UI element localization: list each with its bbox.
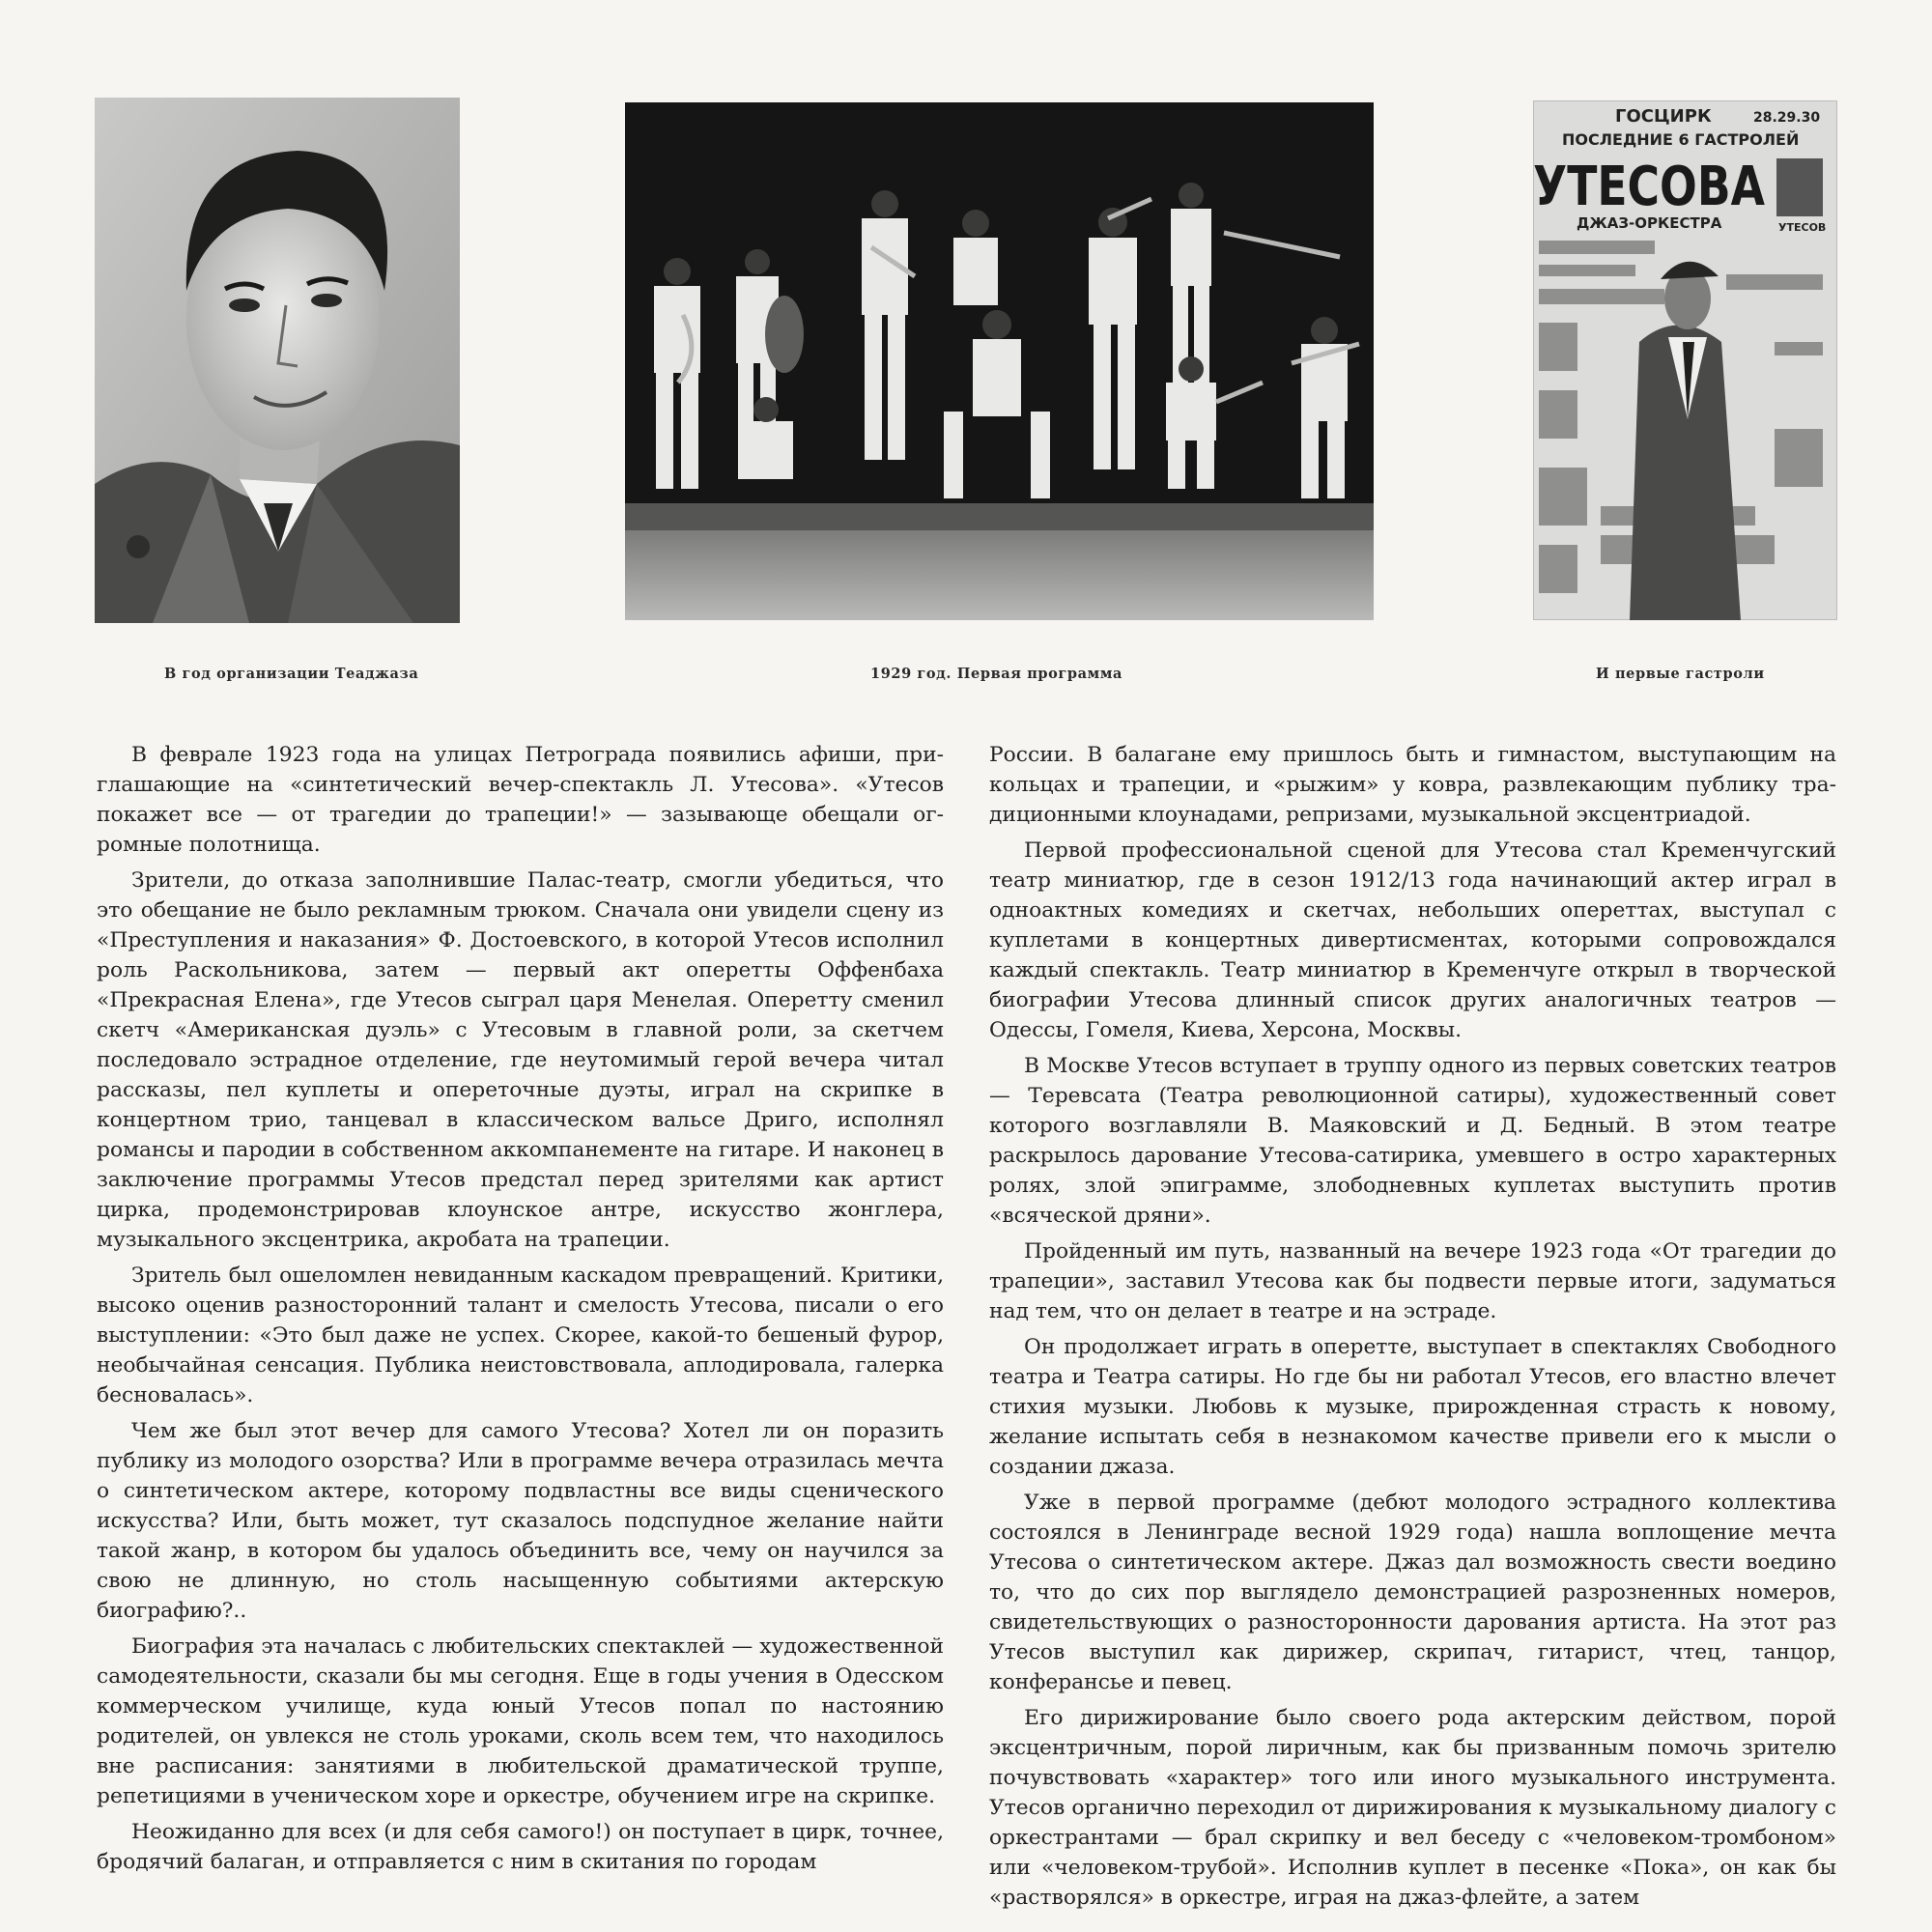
paragraph: Первой профессиональной сценой для Утесова стал Кременчугский театр миниатюр, где в сезон 1912/13 года начинающий актер играл в одноактных комедиях и скетчах, небольших опереттах, выступал с куплетами в концертных дивертисментах, которыми сопровождался каждый спектакль. Театр миниатюр в Кременчуге открыл в творческой биографии Утесова длинный список других аналогичных театров — Одессы, Гомеля, Киева, Херсона, Москвы.	[989, 838, 1836, 1042]
paragraph-continuation: России. В балагане ему пришлось быть и гимнастом, выступающим на кольцах и трапеции, и «рыжим» у ковра, развлекающим публику традиционными клоунадами, репризами, музыкальной эксцентриадой.	[989, 743, 1836, 827]
paragraph: Зрители, до отказа заполнившие Палас-театр, смогли убедиться, что это обещание не было рекламным трюком. Сначала они увидели сцену из «Преступления и наказания» Ф. Достоевского, в которой Утесов исполнил роль Раскольникова, затем — первый акт оперетты Оффенбаха «Прекрасная Елена», где Утесов сыграл царя Менелая. Оперетту сменил скетч «Американская дуэль» с Утесовым в главной роли, за скетчем последовало эстрадное отделение, где неутомимый герой вечера читал рассказы, пел куплеты и опереточные дуэты, играл на скрипке в концертном трио, танцевал в классическом вальсе Дриго, исполнял романсы и пародии в собственном аккомпанементе на гитаре. И наконец в заключение программы Утесов предстал перед зрителями как артист цирка, продемонстрировав клоунское антре, искусство жонглера, музыкального эксцентрика, акробата на трапеции.	[97, 868, 944, 1252]
paragraph: Неожиданно для всех (и для себя самого!) он поступает в цирк, точнее, бродячий балаган, и отправляется с ним в скитания по городам	[97, 1820, 944, 1874]
band-photo	[625, 102, 1374, 620]
paragraph: Пройденный им путь, названный на вечере 1923 года «От трагедии до трапеции», заставил Утесова как бы подвести первые итоги, задуматься над тем, что он делает в театре и на эстраде.	[989, 1239, 1836, 1323]
article-right-column	[989, 740, 1836, 1918]
band-illustration	[625, 102, 1374, 620]
paragraph: Биография эта началась с любительских спектаклей — художественной самодеятельности, сказали бы мы сегодня. Еще в годы учения в Одесском коммерческом училище, куда юный Утесов попал по настоянию родителей, он увлекся не столь уроками, сколь всем тем, что находилось вне расписания: занятиями в любительской драматической труппе, репетициями в ученическом хоре и оркестре, обучением игре на скрипке.	[97, 1634, 944, 1808]
article-left-column	[97, 740, 944, 1883]
portrait-photo	[95, 98, 460, 623]
poster-subtitle: ДЖАЗ-ОРКЕСТРА	[1577, 214, 1722, 232]
paragraph: В феврале 1923 года на улицах Петрограда появились афиши, приглашающие на «синтетический вечер-спектакль Л. Утесова». «Утесов покажет все — от трагедии до трапеции!» — зазывающе обещали огромные полотнища.	[97, 743, 944, 857]
tour-poster-photo	[1533, 100, 1837, 620]
portrait-illustration	[95, 98, 460, 623]
portrait-caption: В год организации Теаджаза	[164, 666, 419, 682]
poster-venue: ГОСЦИРК	[1615, 106, 1712, 127]
poster-wall-illustration	[1533, 100, 1837, 620]
paragraph: Чем же был этот вечер для самого Утесова? Хотел ли он поразить публику из молодого озорства? Или в программе вечера отразилась мечта о синтетическом актере, которому подвластны все виды сценического искусства? Или, быть может, тут сказалось подспудное желание найти такой жанр, в котором бы удалось объединить все, чему он научился за свою не длинную, но столь насыщенную событиями актерскую биографию?..	[97, 1419, 944, 1623]
paragraph: Зритель был ошеломлен невиданным каскадом превращений. Критики, высоко оценив разносторонний талант и смелость Утесова, писали о его выступлении: «Это был даже не успех. Скорее, какой-то бешеный фурор, необычайная сенсация. Публика неистовствовала, аплодировала, галерка бесновалась».	[97, 1264, 944, 1407]
paragraph: В Москве Утесов вступает в труппу одного из первых советских театров — Теревсата (Театра революционной сатиры), художественный совет которого возглавляли В. Маяковский и Д. Бедный. В этом театре раскрылось дарование Утесова-сатирика, умевшего в остро характерных ролях, злой эпиграмме, злободневных куплетах выступить против «всяческой дряни».	[989, 1054, 1836, 1228]
paragraph: Его дирижирование было своего рода актерским действом, порой эксцентричным, порой лиричным, как бы призванным помочь зрителю почувствовать «характер» того или иного музыкального инструмента. Утесов органично переходил от дирижирования к музыкальному диалогу с оркестрантами — брал скрипку и вел беседу с «человеком-тромбоном» или «человеком-трубой». Исполнив куплет в песенке «Пока», он как бы «растворялся» в оркестре, играя на джаз-флейте, а затем	[989, 1706, 1836, 1910]
poster-small-name: УТЕСОВ	[1778, 221, 1827, 234]
paragraph: Он продолжает играть в оперетте, выступает в спектаклях Свободного театра и Театра сатиры. Но где бы ни работал Утесов, его властно влечет стихия музыки. Любовь к музыке, прирожденная страсть к новому, желание испытать себя в незнакомом качестве привели его к мысли о создании джаза.	[989, 1335, 1836, 1479]
poster-headline: ПОСЛЕДНИЕ 6 ГАСТРОЛЕЙ	[1562, 130, 1800, 149]
band-caption: 1929 год. Первая программа	[870, 666, 1123, 682]
paragraph: Уже в первой программе (дебют молодого эстрадного коллектива состоялся в Ленинграде весной 1929 года) нашла воплощение мечта Утесова о синтетическом актере. Джаз дал возможность свести воедино то, что до сих пор выглядело демонстрацией разрозненных номеров, свидетельствующих о разносторонности дарования артиста. На этот раз Утесов выступил как дирижер, скрипач, гитарист, чтец, танцор, конферансье и певец.	[989, 1491, 1836, 1694]
poster-dates: 28.29.30	[1753, 110, 1821, 126]
tour-caption: И первые гастроли	[1596, 666, 1765, 682]
poster-name: УТЕСОВА	[1533, 156, 1766, 218]
